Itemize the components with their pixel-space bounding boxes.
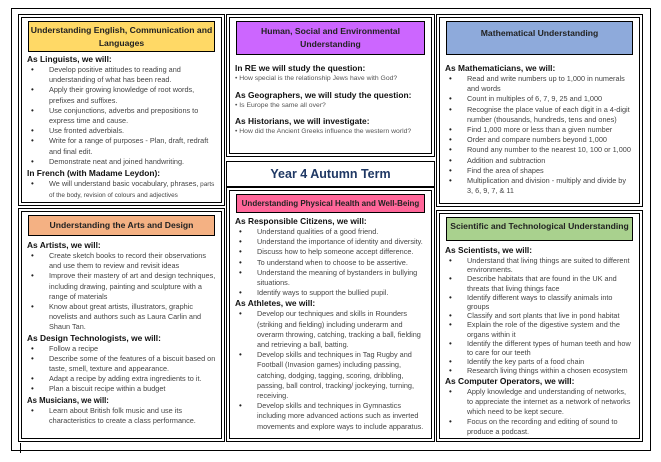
list-item: • Understand that living things are suited to different environments.: [445, 256, 634, 274]
list-item: • Discuss how to help someone accept difference.: [235, 247, 426, 257]
list-item: • To understand when to choose to be assertive.: [235, 258, 426, 268]
english-box: [18, 14, 225, 206]
list-item: • Multiplication and division - multiply and divide by 3, 6, 9, 7, & 11: [445, 176, 634, 196]
list-item: • Research living things within a chosen ecosystem: [445, 366, 634, 375]
list-item: • Describe habitats that are found in the UK and threats that living things face: [445, 274, 634, 292]
list-item: • Follow a recipe: [27, 344, 216, 354]
list-item: • Explain the role of the digestive system and the organs within it: [445, 320, 634, 338]
computing-heading: As Computer Operators, we will:: [445, 375, 575, 386]
maths-header-text: Mathematical Understanding: [480, 28, 599, 38]
list-item: • Develop our techniques and skills in Rounders (striking and fielding) including underarm and overarm throwing, catching, tracking a ball, fielding and retrieving a ball, batting.: [235, 309, 426, 350]
list-item: • Develop positive attitudes to reading and understanding of what has been read.: [27, 65, 216, 85]
list-item: • Read and write numbers up to 1,000 in numerals and words: [445, 74, 634, 94]
list-item: • Focus on the recording and editing of sound to produce a podcast.: [445, 417, 634, 437]
list-item: • Plan a biscuit recipe within a budget: [27, 384, 216, 394]
athletes-heading: As Athletes, we will:: [235, 298, 316, 309]
arts-box: [18, 208, 225, 442]
list-item: • Find the area of shapes: [445, 166, 634, 176]
list-item: • Use fronted adverbials.: [27, 126, 216, 136]
scientists-heading: As Scientists, we will:: [445, 245, 533, 255]
physical-header: Understanding Physical Health and Well-Being: [236, 194, 425, 213]
list-item: • Understand qualities of a good friend.: [235, 227, 426, 237]
frame-mark: [20, 443, 21, 453]
musicians-list: [27, 406, 216, 426]
english-section-french: In French (with Madame Leydon):: [27, 168, 161, 179]
science-box: [436, 210, 643, 442]
maths-box: [436, 14, 643, 207]
list-item: • Identify the key parts of a food chain: [445, 357, 634, 366]
human-header: Human, Social and Environmental Understanding: [236, 21, 425, 55]
re-heading: In RE we will study the question:: [235, 63, 366, 73]
list-item: • Find 1,000 more or less than a given number: [445, 125, 634, 135]
list-item: • Recognise the place value of each digit in a 4-digit number (thousands, hundreds, tens and ones): [445, 105, 634, 125]
list-item: • Learn about British folk music and use its characteristics to create a class performance.: [27, 406, 216, 426]
list-item: • Demonstrate neat and joined handwriting.: [27, 157, 216, 167]
citizens-list: [235, 227, 426, 298]
english-list-linguists: [27, 65, 216, 167]
science-header: [446, 217, 633, 241]
re-question: • How special is the relationship Jews have with God?: [235, 75, 398, 82]
list-item: • Describe some of the features of a biscuit based on taste, smell, texture and appearance.: [27, 354, 216, 374]
list-item: • Develop skills and techniques in Tag Rugby and Football (Invasion games) including passing, catching, dodging, tagging, scoring, dribbling, passing, ball control, tracking/ jockeying, turning, receiving.: [235, 350, 426, 401]
list-item: • Use conjunctions, adverbs and prepositions to express time and cause.: [27, 106, 216, 126]
physical-box: [226, 187, 435, 442]
french-item-small: parts of the body, revision of colours and adjectives: [49, 181, 215, 200]
athletes-list: [235, 309, 426, 431]
artists-list: [27, 251, 216, 333]
list-item: • Round any number to the nearest 10, 100 or 1,000: [445, 145, 634, 155]
english-header: Understanding English, Communication and Languages: [28, 21, 215, 52]
list-item: • Apply their growing knowledge of root words, prefixes and suffixes.: [27, 85, 216, 105]
list-item: • Identify different ways to classify animals into groups: [445, 293, 634, 311]
geography-heading: As Geographers, we will study the question:: [235, 89, 412, 100]
list-item: • Know about great artists, illustrators, graphic novelists and authors such as Laura Carlin and Shaun Tan.: [27, 302, 216, 333]
history-question: • How did the Ancient Greeks influence the western world?: [235, 128, 412, 135]
scientists-list: [445, 256, 634, 376]
design-list: [27, 344, 216, 395]
list-item: • Identify the different types of human teeth and how to care for our teeth: [445, 339, 634, 357]
geography-question: • Is Europe the same all over?: [235, 101, 326, 109]
english-list-french: [27, 179, 216, 201]
list-item: • Apply knowledge and understanding of networks, to appreciate the internet as a network of networks which need to be kept secure.: [445, 387, 634, 418]
list-item: • Understand the meaning of bystanders in bullying situations.: [235, 268, 426, 288]
arts-header: Understanding the Arts and Design: [28, 215, 215, 236]
list-item: • Create sketch books to record their observations and use them to review and revisit ideas: [27, 251, 216, 271]
musicians-heading: As Musicians, we will:: [27, 395, 109, 405]
citizens-heading: As Responsible Citizens, we will:: [235, 216, 367, 226]
list-item: • Understand the importance of identity and diversity.: [235, 237, 426, 247]
maths-list: [445, 74, 634, 196]
list-item: • Identify ways to support the bullied pupil.: [235, 288, 426, 298]
design-heading: As Design Technologists, we will:: [27, 332, 161, 343]
list-item: • Develop skills and techniques in Gymnastics including more advanced actions such as inverted movements and explore ways to include apparatus.: [235, 401, 426, 432]
french-item-main: We will understand basic vocabulary, phrases,: [49, 179, 199, 189]
history-heading: As Historians, we will investigate:: [235, 116, 370, 126]
list-item: • Write for a range of purposes - Plan, draft, redraft and final edit.: [27, 136, 216, 156]
list-item: • Adapt a recipe by adding extra ingredients to it.: [27, 374, 216, 384]
list-item: • Order and compare numbers beyond 1,000: [445, 135, 634, 145]
list-item: • Count in multiples of 6, 7, 9, 25 and 1,000: [445, 94, 634, 104]
english-section-linguists: As Linguists, we will:: [27, 54, 112, 64]
human-box: [226, 14, 435, 157]
page-title: Year 4 Autumn Term: [226, 161, 435, 187]
list-item: • Classify and sort plants that live in pond habitat: [445, 311, 634, 320]
computing-list: [445, 387, 634, 438]
list-item: • Improve their mastery of art and design techniques, including drawing, painting and sculpture with a range of materials: [27, 271, 216, 302]
artists-heading: As Artists, we will:: [27, 240, 101, 250]
science-header-text: Scientific and Technological Understanding: [450, 221, 629, 231]
maths-section: As Mathematicians, we will:: [445, 63, 556, 73]
list-item: [27, 179, 216, 201]
maths-header: [446, 21, 633, 55]
list-item: • Addition and subtraction: [445, 156, 634, 166]
